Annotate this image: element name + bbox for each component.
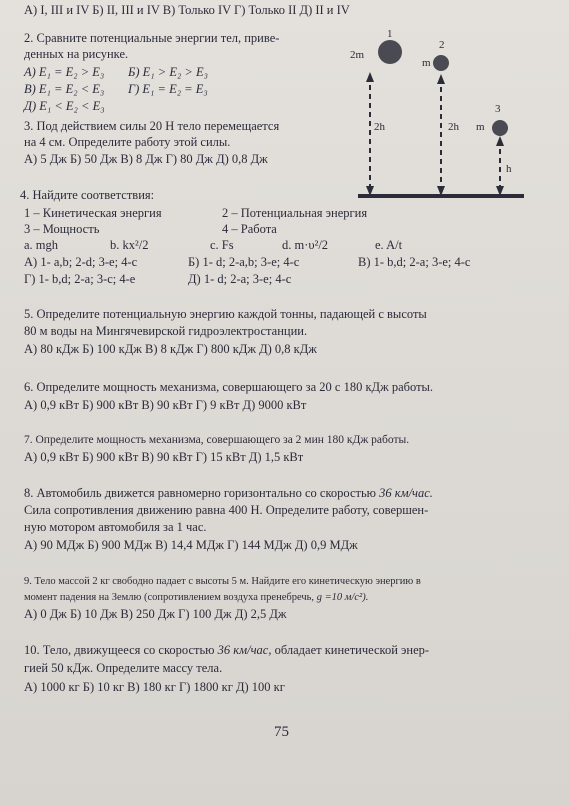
potential-energy-diagram [340, 26, 530, 208]
q4-option-g: Г) 1- b,d; 2-a; 3-c; 4-e [24, 272, 136, 286]
q4-title: 4. Найдите соответствия: [20, 188, 155, 202]
q4-col-3: 3 – Мощность [24, 222, 100, 236]
q4-option-a: А) 1- a,b; 2-d; 3-e; 4-c [24, 255, 138, 269]
q9-text-1: 9. Тело массой 2 кг свободно падает с высоты 5 м. Найдите его кинетическую энергию в [24, 576, 421, 587]
q4-col-1: 1 – Кинетическая энергия [24, 206, 162, 220]
q4-option-b: Б) 1- d; 2-a,b; 3-e; 4-c [188, 255, 300, 269]
page-number: 75 [274, 724, 289, 740]
q2-option-d: Д) E₁ < E₂ < E₃ [24, 99, 105, 113]
q6-answers: А) 0,9 кВт Б) 900 кВт В) 90 кВт Г) 9 кВт Д) 9000 кВт [24, 398, 307, 412]
q10-text-1 [24, 643, 429, 658]
q10-speed: 36 км/час, [217, 643, 272, 657]
label-height-3: h [506, 163, 512, 175]
q5-answers: А) 80 кДж Б) 100 кДж В) 8 кДж Г) 800 кДж Д) 0,8 кДж [24, 342, 317, 356]
q8-text-1 [24, 486, 433, 501]
q3-text-2: на 4 см. Определите работу этой силы. [24, 135, 231, 149]
label-2: 2 [439, 39, 445, 51]
arrow-up-3 [496, 136, 504, 146]
q5-text-2: 80 м воды на Мингячевирской гидроэлектростанции. [24, 324, 308, 338]
ball-2 [433, 55, 449, 71]
label-mass-1: 2m [350, 49, 365, 61]
arrow-up-2 [437, 74, 445, 84]
q3-answers: А) 5 Дж Б) 50 Дж В) 8 Дж Г) 80 Дж Д) 0,8 Дж [24, 152, 268, 166]
q2-option-b: Б) E₁ > E₂ > E₃ [128, 65, 208, 79]
q2-option-g: Г) E₁ = E₂ = E₃ [128, 82, 208, 96]
q9-text-2a: момент падения на Землю (сопротивлением воздуха пренебречь, [24, 592, 317, 603]
q5-text-1: 5. Определите потенциальную энергию каждой тонны, падающей с высоты [24, 307, 427, 321]
q8-text-3: ную мотором автомобиля за 1 час. [24, 520, 207, 534]
q4-formula-c: c. Fs [210, 238, 234, 252]
q4-col-2: 2 – Потенциальная энергия [222, 206, 368, 220]
label-1: 1 [387, 28, 393, 40]
q10-text-2: гией 50 кДж. Определите массу тела. [24, 661, 223, 675]
ball-1 [378, 40, 402, 64]
q10-text-1c: обладает кинетической энер- [271, 643, 430, 657]
ground-line [358, 194, 524, 198]
q10-text-1a: 10. Тело, движущееся со скоростью [24, 643, 218, 657]
q2-option-v: В) E₁ = E₂ < E₃ [24, 82, 105, 96]
q4-formula-b: b. kx²/2 [110, 238, 149, 252]
label-mass-3: m [476, 121, 485, 133]
q9-answers: А) 0 Дж Б) 10 Дж В) 250 Дж Г) 100 Дж Д) 2,5 Дж [24, 607, 287, 621]
q7-answers: А) 0,9 кВт Б) 900 кВт В) 90 кВт Г) 15 кВт Д) 1,5 кВт [24, 450, 304, 464]
q7-text-1: 7. Определите мощность механизма, совершающего за 2 мин 180 кДж работы. [24, 434, 410, 446]
q4-formula-d: d. m·υ²/2 [282, 238, 329, 252]
q8-text-2: Сила сопротивления движению равна 400 Н. Определите работу, совершен- [24, 503, 429, 517]
q2-option-a: А) E₁ = E₂ > E₃ [24, 65, 105, 79]
q2-text-2: денных на рисунке. [24, 47, 129, 61]
q4-option-v: В) 1- b,d; 2-a; 3-e; 4-c [358, 255, 471, 269]
q2-text-1: 2. Сравните потенциальные энергии тел, приве- [24, 31, 280, 45]
q10-answers: А) 1000 кг Б) 10 кг В) 180 кг Г) 1800 кг Д) 100 кг [24, 680, 285, 694]
q9-g-value: g =10 м/с²). [316, 592, 369, 603]
label-3: 3 [495, 103, 501, 115]
q6-text-1: 6. Определите мощность механизма, совершающего за 20 с 180 кДж работы. [24, 380, 434, 394]
ball-3 [492, 120, 508, 136]
q4-option-d: Д) 1- d; 2-a; 3-e; 4-c [188, 272, 292, 286]
arrow-up-1 [366, 72, 374, 82]
q4-formula-e: e. A/t [375, 238, 403, 252]
top-answer-line: А) I, III и IV Б) II, III и IV В) Только IV Г) Только II Д) II и IV [24, 3, 350, 17]
label-height-1: 2h [374, 121, 385, 133]
q8-speed: 36 км/час. [379, 486, 433, 500]
q8-text-1a: 8. Автомобиль движется равномерно горизонтально со скоростью [24, 486, 380, 500]
label-height-2: 2h [448, 121, 459, 133]
q3-text-1: 3. Под действием силы 20 Н тело перемещается [24, 119, 280, 133]
q4-formula-a: a. mgh [24, 238, 59, 252]
q8-answers: А) 90 МДж Б) 900 МДж В) 14,4 МДж Г) 144 МДж Д) 0,9 МДж [24, 538, 358, 552]
q9-text-2 [24, 590, 368, 605]
q4-col-4: 4 – Работа [222, 222, 277, 236]
label-mass-2: m [422, 57, 431, 69]
